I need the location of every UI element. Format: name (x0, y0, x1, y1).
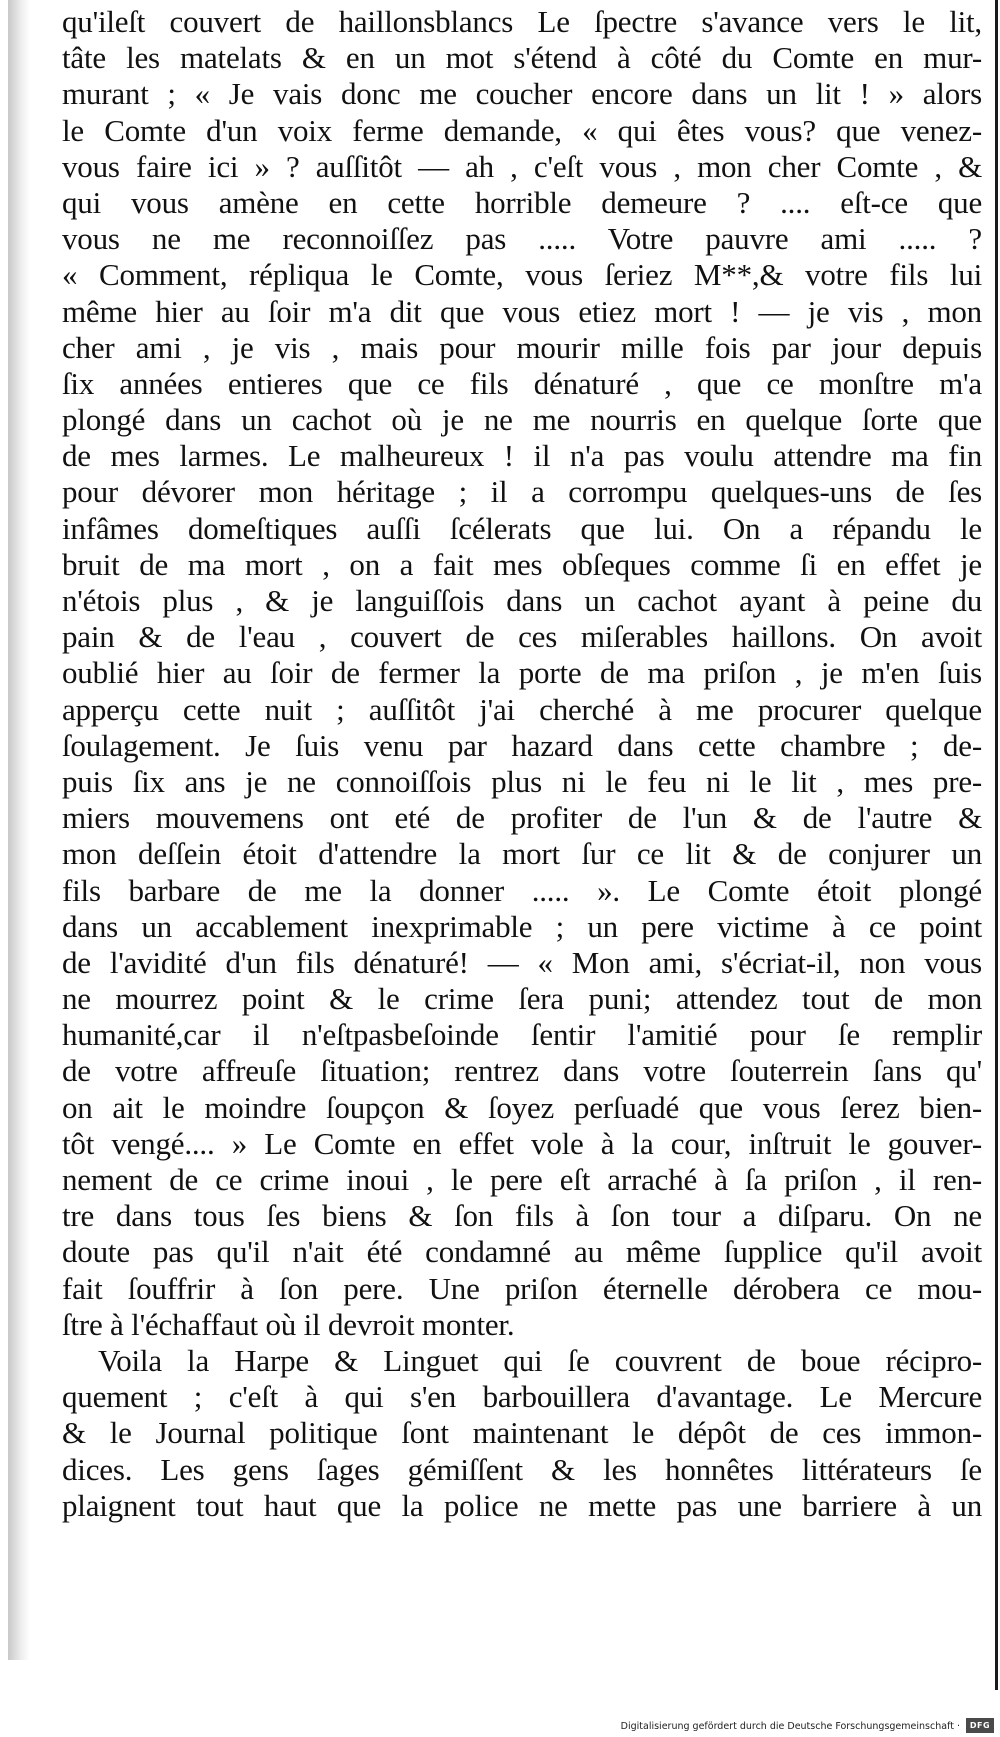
text-line: infâmes domeſtiques auſſi ſcélerats que lui. On a répandu le (62, 510, 982, 546)
text-line: ne mourrez point & le crime ſera puni; attendez tout de mon (62, 981, 982, 1017)
text-line: de mes larmes. Le malheureux ! il n'a pas voulu attendre ma fin (62, 438, 982, 474)
text-line: pain & de l'eau , couvert de ces miſerables haillons. On avoit (62, 619, 982, 655)
dfg-logo-icon: DFG (966, 1718, 994, 1733)
text-line: murant ; « Je vais donc me coucher encore dans un lit ! » alors (62, 76, 982, 112)
text-line: même hier au ſoir m'a dit que vous etiez mort ! — je vis , mon (62, 293, 982, 329)
text-line: ſtre à l'échaffaut où il devroit monter. (62, 1306, 515, 1342)
text-line: ſix années entieres que ce fils dénaturé , que ce monſtre m'a (62, 365, 982, 401)
text-line: mon deſſein étoit d'attendre la mort ſur ce lit & de conjurer un (62, 836, 982, 872)
body-text (62, 4, 982, 1524)
text-line: de votre affreuſe ſituation; rentrez dans votre ſouterrein ſans qu' (62, 1053, 982, 1089)
text-line: fait ſouffrir à ſon pere. Une priſon éternelle dérobera ce mou- (62, 1270, 982, 1306)
text-line: oublié hier au ſoir de fermer la porte de ma priſon , je m'en ſuis (62, 655, 982, 691)
text-line: « Comment, répliqua le Comte, vous ſeriez M**,& votre fils lui (62, 257, 982, 293)
text-line: vous ne me reconnoiſſez pas ..... Votre pauvre ami ..... ? (62, 221, 982, 257)
text-line: pour dévorer mon héritage ; il a corrompu quelques-uns de ſes (62, 474, 982, 510)
text-line: doute pas qu'il n'ait été condamné au même ſupplice qu'il avoit (62, 1234, 982, 1270)
text-line: ſoulagement. Je ſuis venu par hazard dans cette chambre ; de- (62, 727, 982, 763)
text-line: on ait le moindre ſoupçon & ſoyez perſuadé que vous ſerez bien- (62, 1089, 982, 1125)
text-line: quement ; c'eſt à qui s'en barbouillera d'avantage. Le Mercure (62, 1379, 982, 1415)
text-line: tâte les matelats & en un mot s'étend à côté du Comte en mur- (62, 40, 982, 76)
text-line: qu'ileſt couvert de haillonsblancs Le ſpectre s'avance vers le lit, (62, 4, 982, 39)
text-line: dices. Les gens ſages gémiſſent & les honnêtes littérateurs ſe (62, 1451, 982, 1487)
text-line: bruit de ma mort , on a fait mes obſeques comme ſi en effet je (62, 546, 982, 582)
text-line: apperçu cette nuit ; auſſitôt j'ai cherché à me procurer quelque (62, 691, 982, 727)
text-line: nement de ce crime inoui , le pere eſt arraché à ſa priſon , il ren- (62, 1162, 982, 1197)
text-line: qui vous amène en cette horrible demeure ? .... eſt-ce que (62, 184, 982, 220)
text-line: humanité,car il n'eſtpasbeſoinde ſentir l'amitié pour ſe remplir (62, 1017, 982, 1053)
text-line: tôt vengé.... » Le Comte en effet vole à la cour, inſtruit le gouver- (62, 1125, 982, 1161)
text-line: n'étois plus , & je languiſſois dans un cachot ayant à peine du (62, 583, 982, 618)
text-line: Voila la Harpe & Linguet qui ſe couvrent de boue récipro- (98, 1342, 982, 1378)
text-line: vous faire ici » ? auſſitôt — ah , c'eſt vous , mon cher Comte , & (62, 148, 982, 184)
text-line: miers mouvemens ont eté de profiter de l'un & de l'autre & (62, 800, 982, 836)
text-line: tre dans tous ſes biens & ſon fils à ſon tour a diſparu. On ne (62, 1198, 982, 1234)
text-line: fils barbare de me la donner ..... ». Le Comte étoit plongé (62, 872, 982, 908)
text-line: puis ſix ans je ne connoiſſois plus ni le feu ni le lit , mes pre- (62, 763, 982, 799)
text-line: plaignent tout haut que la police ne mette pas une barriere à un (62, 1487, 982, 1523)
text-line: dans un accablement inexprimable ; un pere victime à ce point (62, 908, 982, 944)
digitization-credit: Digitalisierung gefördert durch die Deutsche Forschungsgemeinschaft · (620, 1721, 960, 1732)
text-line: de l'avidité d'un fils dénaturé! — « Mon ami, s'écriat-il, non vous (62, 944, 982, 980)
text-line: plongé dans un cachot où je ne me nourris en quelque ſorte que (62, 402, 982, 438)
text-line: cher ami , je vis , mais pour mourir mille fois par jour depuis (62, 329, 982, 365)
text-line: & le Journal politique ſont maintenant le dépôt de ces immon- (62, 1415, 982, 1451)
text-line: le Comte d'un voix ferme demande, « qui êtes vous? que venez- (62, 112, 982, 148)
